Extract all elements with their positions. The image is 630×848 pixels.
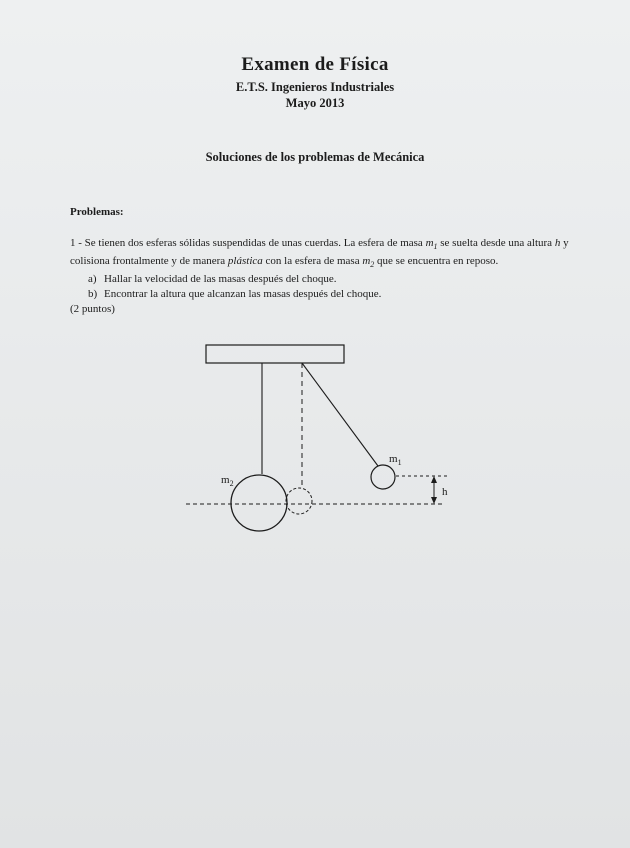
m1-subscript: 1 — [433, 242, 438, 252]
statement-part-e: que se encuentra en reposo. — [374, 255, 499, 268]
question-a-letter: a) — [88, 273, 97, 286]
question-a-text: Hallar la velocidad de las masas después del choque. — [104, 273, 337, 286]
statement-part-c: y colisiona frontalmente y de manera — [70, 237, 569, 268]
problems-label: Problemas: — [70, 206, 124, 218]
ceiling-support — [206, 345, 344, 363]
label-m2: $m_2$ — [221, 474, 234, 488]
institution: E.T.S. Ingenieros Industriales — [235, 80, 395, 94]
sphere-m2 — [231, 475, 287, 531]
statement-part-b: se suelta desde una altura — [437, 237, 555, 249]
height-symbol: h — [554, 237, 561, 249]
m2-subscript: 2 — [370, 260, 375, 270]
question-b-letter: b) — [88, 288, 98, 301]
sphere-m1 — [371, 465, 395, 489]
statement-part-a: 1 - Se tienen dos esferas sólidas suspendidas de unas cuerdas. La esfera de masa — [70, 237, 426, 249]
exam-date: Mayo 2013 — [285, 96, 345, 110]
question-b-text: Encontrar la altura que alcanzan las masas después del choque. — [104, 288, 382, 301]
m1-letter: m — [425, 237, 434, 249]
exam-title: Examen de Física — [241, 54, 389, 75]
label-h: h — [442, 486, 448, 498]
problem-points: (2 puntos) — [70, 303, 115, 316]
height-arrow-head-top — [431, 476, 437, 483]
section-title: Soluciones de los problemas de Mecánica — [205, 150, 425, 164]
sphere-m1-rest — [286, 488, 312, 514]
height-arrow-head-bottom — [431, 497, 437, 504]
label-m1: $m_1$ — [389, 453, 402, 467]
string-m1 — [302, 363, 378, 466]
plastic-word: plástica — [227, 255, 263, 268]
m2-letter: m — [362, 255, 371, 268]
statement-part-d: con la esfera de masa — [262, 255, 363, 268]
